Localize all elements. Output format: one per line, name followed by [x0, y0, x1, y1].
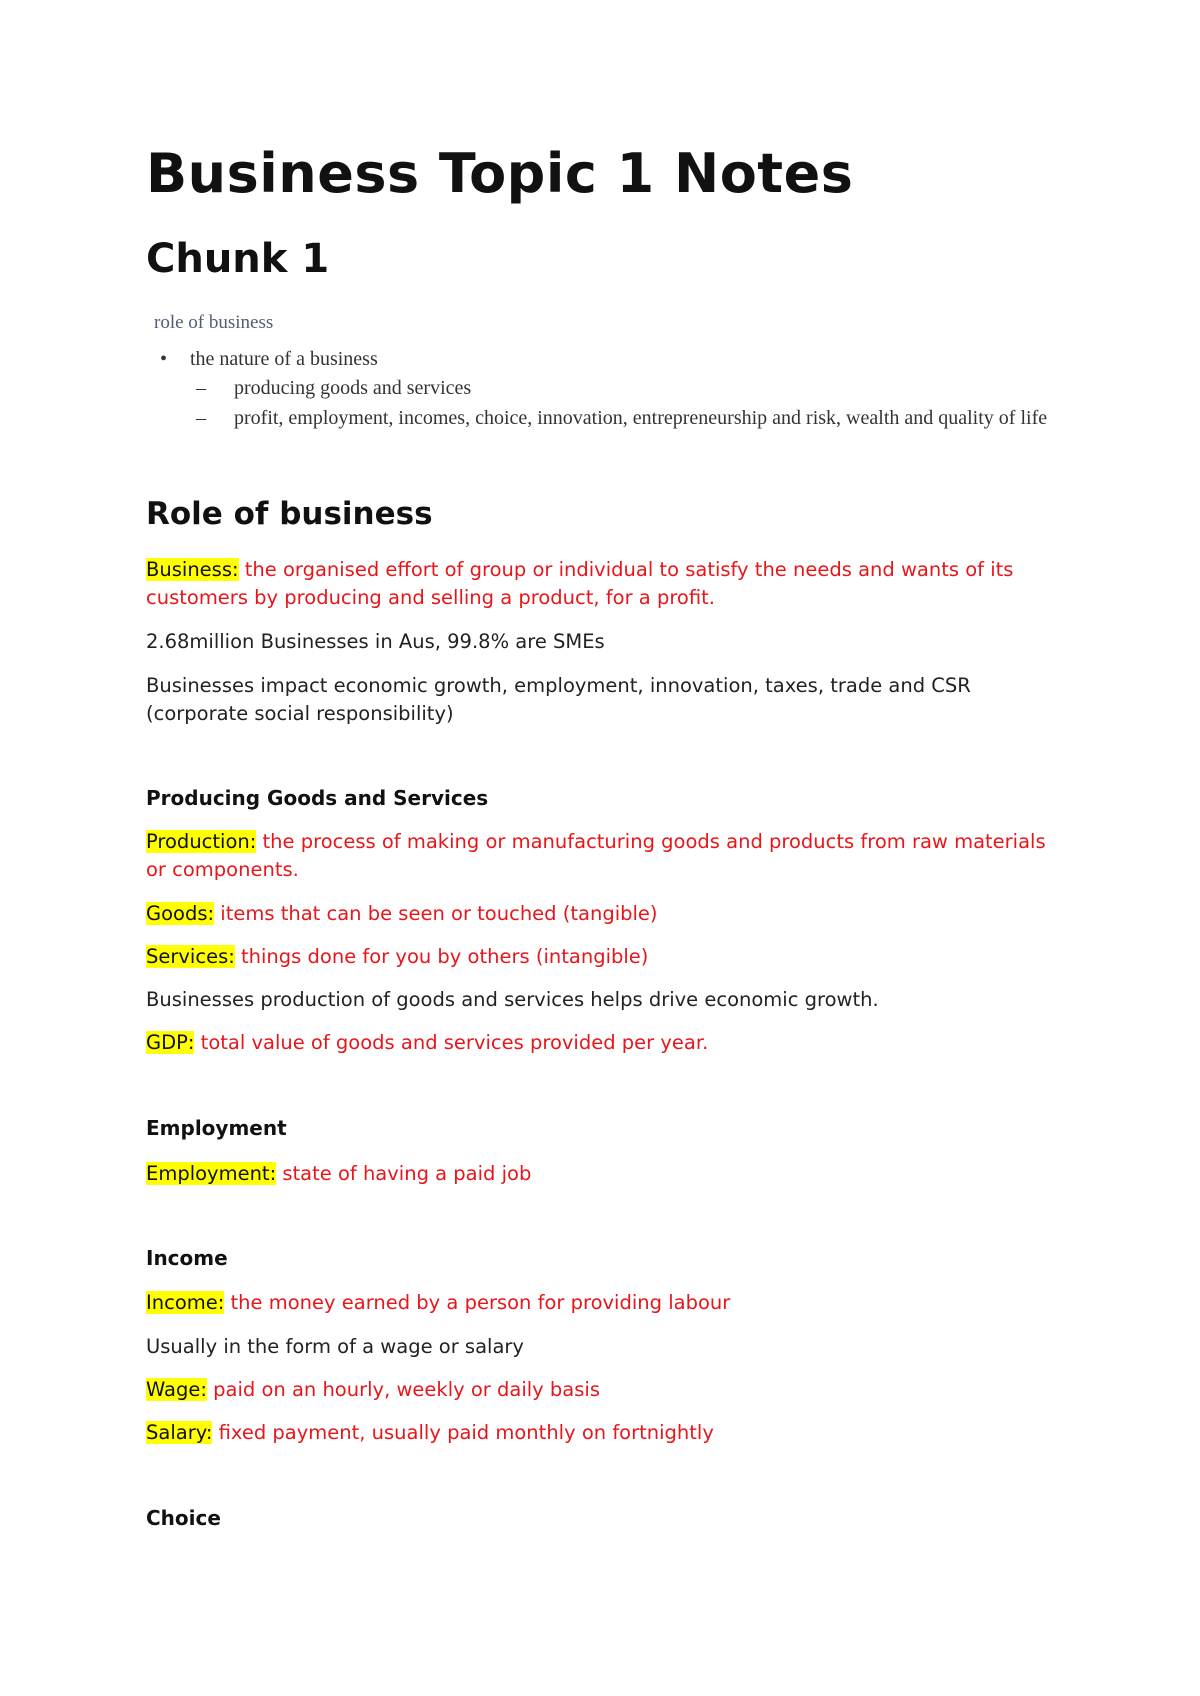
syllabus-sub-item — [196, 405, 1066, 431]
choice-heading: Choice — [146, 1506, 221, 1530]
chunk-heading: Chunk 1 — [146, 236, 330, 282]
business-definition — [146, 556, 1066, 612]
employment-heading: Employment — [146, 1116, 287, 1140]
employment-definition — [146, 1160, 1066, 1188]
definition-text: the money earned by a person for providing labour — [224, 1291, 731, 1314]
dash-icon: – — [196, 407, 206, 429]
gdp-definition — [146, 1029, 1066, 1057]
definition-text: state of having a paid job — [276, 1162, 532, 1185]
producing-heading: Producing Goods and Services — [146, 786, 489, 810]
impact-line: Businesses impact economic growth, employment, innovation, taxes, trade and CSR (corporate social responsibility) — [146, 674, 971, 725]
wage-definition — [146, 1376, 1066, 1404]
role-heading: Role of business — [146, 496, 433, 532]
term-highlight: Business: — [146, 558, 239, 581]
stat-line: 2.68million Businesses in Aus, 99.8% are SMEs — [146, 630, 605, 653]
term-highlight: Goods: — [146, 902, 215, 925]
definition-text: things done for you by others (intangible) — [234, 945, 649, 968]
production-definition — [146, 828, 1066, 884]
bullet-icon: • — [160, 348, 168, 370]
document-title: Business Topic 1 Notes — [146, 142, 854, 205]
syllabus-excerpt — [146, 312, 1066, 431]
definition-text: the process of making or manufacturing goods and products from raw materials or components. — [146, 830, 1046, 881]
services-definition — [146, 943, 1066, 971]
term-highlight: GDP: — [146, 1031, 195, 1054]
syllabus-sub-text: profit, employment, incomes, choice, innovation, entrepreneurship and risk, wealth and quality of life — [234, 407, 1048, 429]
term-highlight: Wage: — [146, 1378, 207, 1401]
term-highlight: Services: — [146, 945, 235, 968]
term-highlight: Salary: — [146, 1421, 213, 1444]
goods-definition — [146, 900, 1066, 928]
definition-text: fixed payment, usually paid monthly on fortnightly — [212, 1421, 714, 1444]
syllabus-sub-item — [196, 375, 1066, 401]
income-note: Usually in the form of a wage or salary — [146, 1335, 524, 1358]
term-highlight: Income: — [146, 1291, 225, 1314]
definition-text: the organised effort of group or individual to satisfy the needs and wants of its customers by producing and selling a product, for a profit. — [146, 558, 1014, 609]
income-definition — [146, 1289, 1066, 1317]
definition-text: paid on an hourly, weekly or daily basis — [206, 1378, 600, 1401]
syllabus-heading: role of business — [154, 312, 274, 333]
definition-text: total value of goods and services provided per year. — [194, 1031, 709, 1054]
dash-icon: – — [196, 377, 206, 399]
income-heading: Income — [146, 1246, 228, 1270]
syllabus-sub-text: producing goods and services — [234, 377, 472, 399]
syllabus-bullet-text: the nature of a business — [190, 348, 378, 370]
term-highlight: Production: — [146, 830, 257, 853]
definition-text: items that can be seen or touched (tangible) — [214, 902, 658, 925]
growth-line: Businesses production of goods and services helps drive economic growth. — [146, 988, 879, 1011]
salary-definition — [146, 1419, 1066, 1447]
term-highlight: Employment: — [146, 1162, 277, 1185]
syllabus-bullet — [160, 348, 1066, 371]
